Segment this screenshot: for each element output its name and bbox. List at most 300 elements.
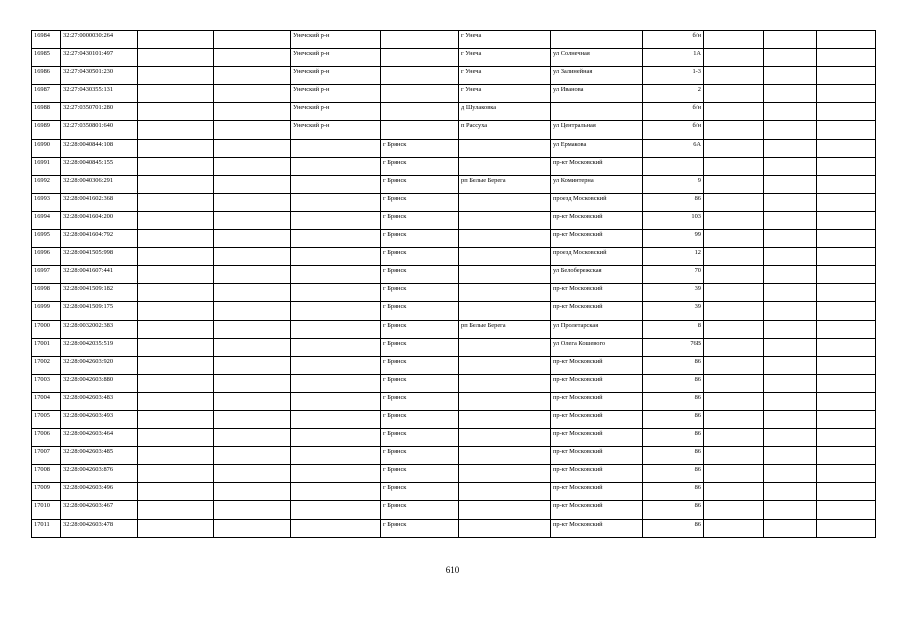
empty-cell bbox=[704, 139, 764, 157]
district-cell bbox=[291, 483, 381, 501]
city-cell: г Брянск bbox=[381, 211, 459, 229]
empty-cell bbox=[817, 193, 876, 211]
empty-cell bbox=[817, 284, 876, 302]
district-cell bbox=[291, 374, 381, 392]
city-cell: г Брянск bbox=[381, 519, 459, 537]
house-number-cell bbox=[643, 157, 704, 175]
record-number-cell: 16998 bbox=[32, 284, 61, 302]
empty-cell bbox=[704, 302, 764, 320]
city-cell: г Брянск bbox=[381, 157, 459, 175]
cadastral-number-cell: 32:28:0032002:383 bbox=[61, 320, 138, 338]
empty-cell bbox=[214, 465, 291, 483]
street-cell: ул Ермакова bbox=[551, 139, 643, 157]
house-number-cell: 1-3 bbox=[643, 67, 704, 85]
table-row bbox=[32, 338, 876, 356]
locality-cell bbox=[459, 302, 551, 320]
locality-cell: рп Белые Берега bbox=[459, 320, 551, 338]
table-row bbox=[32, 175, 876, 193]
cadastral-number-cell: 32:28:0042603:464 bbox=[61, 429, 138, 447]
locality-cell bbox=[459, 410, 551, 428]
district-cell: Унечский р-н bbox=[291, 121, 381, 139]
empty-cell bbox=[704, 248, 764, 266]
house-number-cell: 86 bbox=[643, 483, 704, 501]
empty-cell bbox=[138, 392, 214, 410]
empty-cell bbox=[817, 465, 876, 483]
district-cell bbox=[291, 211, 381, 229]
record-number-cell: 16993 bbox=[32, 193, 61, 211]
house-number-cell: 8 bbox=[643, 320, 704, 338]
house-number-cell: 9 bbox=[643, 175, 704, 193]
city-cell: г Брянск bbox=[381, 356, 459, 374]
locality-cell: рп Белые Берега bbox=[459, 175, 551, 193]
house-number-cell: б/н bbox=[643, 121, 704, 139]
table-row bbox=[32, 139, 876, 157]
empty-cell bbox=[764, 85, 817, 103]
locality-cell bbox=[459, 501, 551, 519]
house-number-cell: 86 bbox=[643, 465, 704, 483]
empty-cell bbox=[138, 67, 214, 85]
locality-cell: г Унеча bbox=[459, 67, 551, 85]
empty-cell bbox=[704, 121, 764, 139]
district-cell bbox=[291, 248, 381, 266]
locality-cell: г Унеча bbox=[459, 85, 551, 103]
empty-cell bbox=[704, 465, 764, 483]
district-cell bbox=[291, 447, 381, 465]
street-cell: пр-кт Московский bbox=[551, 447, 643, 465]
empty-cell bbox=[214, 85, 291, 103]
empty-cell bbox=[138, 374, 214, 392]
empty-cell bbox=[764, 31, 817, 49]
house-number-cell: 86 bbox=[643, 501, 704, 519]
street-cell: ул Олега Кошевого bbox=[551, 338, 643, 356]
empty-cell bbox=[764, 374, 817, 392]
empty-cell bbox=[138, 465, 214, 483]
empty-cell bbox=[214, 356, 291, 374]
empty-cell bbox=[214, 157, 291, 175]
house-number-cell: 86 bbox=[643, 193, 704, 211]
cadastral-number-cell: 32:28:0041509:175 bbox=[61, 302, 138, 320]
city-cell: г Брянск bbox=[381, 374, 459, 392]
empty-cell bbox=[214, 501, 291, 519]
locality-cell bbox=[459, 211, 551, 229]
table-row bbox=[32, 248, 876, 266]
empty-cell bbox=[138, 302, 214, 320]
empty-cell bbox=[764, 483, 817, 501]
house-number-cell: 39 bbox=[643, 302, 704, 320]
empty-cell bbox=[764, 211, 817, 229]
city-cell: г Брянск bbox=[381, 302, 459, 320]
empty-cell bbox=[764, 429, 817, 447]
empty-cell bbox=[817, 121, 876, 139]
table-row bbox=[32, 429, 876, 447]
cadastral-number-cell: 32:28:0042603:483 bbox=[61, 392, 138, 410]
city-cell: г Брянск bbox=[381, 193, 459, 211]
house-number-cell: 86 bbox=[643, 519, 704, 537]
table-row bbox=[32, 410, 876, 428]
locality-cell: д Шулаковка bbox=[459, 103, 551, 121]
cadastral-number-cell: 32:28:0042603:920 bbox=[61, 356, 138, 374]
empty-cell bbox=[138, 483, 214, 501]
table-row bbox=[32, 302, 876, 320]
table-row bbox=[32, 284, 876, 302]
record-number-cell: 16991 bbox=[32, 157, 61, 175]
empty-cell bbox=[764, 392, 817, 410]
empty-cell bbox=[817, 266, 876, 284]
empty-cell bbox=[214, 392, 291, 410]
cadastral-number-cell: 32:28:0040306:291 bbox=[61, 175, 138, 193]
record-number-cell: 16999 bbox=[32, 302, 61, 320]
empty-cell bbox=[138, 447, 214, 465]
street-cell: ул Пролетарская bbox=[551, 320, 643, 338]
district-cell bbox=[291, 410, 381, 428]
empty-cell bbox=[704, 447, 764, 465]
cadastral-number-cell: 32:28:0042603:485 bbox=[61, 447, 138, 465]
empty-cell bbox=[817, 483, 876, 501]
street-cell: ул Солнечная bbox=[551, 49, 643, 67]
empty-cell bbox=[817, 31, 876, 49]
empty-cell bbox=[214, 139, 291, 157]
street-cell: ул Коминтерна bbox=[551, 175, 643, 193]
empty-cell bbox=[704, 85, 764, 103]
district-cell bbox=[291, 175, 381, 193]
empty-cell bbox=[764, 447, 817, 465]
street-cell: проезд Московский bbox=[551, 193, 643, 211]
street-cell: ул Центральная bbox=[551, 121, 643, 139]
empty-cell bbox=[817, 320, 876, 338]
empty-cell bbox=[764, 519, 817, 537]
table-row bbox=[32, 85, 876, 103]
empty-cell bbox=[214, 211, 291, 229]
locality-cell bbox=[459, 374, 551, 392]
street-cell: проезд Московский bbox=[551, 248, 643, 266]
table-row bbox=[32, 320, 876, 338]
empty-cell bbox=[704, 211, 764, 229]
empty-cell bbox=[214, 230, 291, 248]
empty-cell bbox=[817, 429, 876, 447]
table-row bbox=[32, 49, 876, 67]
empty-cell bbox=[704, 410, 764, 428]
empty-cell bbox=[214, 483, 291, 501]
empty-cell bbox=[764, 157, 817, 175]
city-cell: г Брянск bbox=[381, 410, 459, 428]
record-number-cell: 17009 bbox=[32, 483, 61, 501]
district-cell bbox=[291, 193, 381, 211]
city-cell: г Брянск bbox=[381, 139, 459, 157]
empty-cell bbox=[704, 230, 764, 248]
cadastral-number-cell: 32:28:0042603:880 bbox=[61, 374, 138, 392]
empty-cell bbox=[138, 139, 214, 157]
registry-table bbox=[31, 30, 876, 538]
empty-cell bbox=[138, 338, 214, 356]
house-number-cell: 12 bbox=[643, 248, 704, 266]
empty-cell bbox=[214, 447, 291, 465]
street-cell: пр-кт Московский bbox=[551, 501, 643, 519]
street-cell: пр-кт Московский bbox=[551, 211, 643, 229]
empty-cell bbox=[817, 175, 876, 193]
empty-cell bbox=[704, 67, 764, 85]
empty-cell bbox=[764, 139, 817, 157]
city-cell: г Брянск bbox=[381, 501, 459, 519]
district-cell bbox=[291, 157, 381, 175]
locality-cell bbox=[459, 519, 551, 537]
table-row bbox=[32, 356, 876, 374]
city-cell: г Брянск bbox=[381, 320, 459, 338]
table-row bbox=[32, 519, 876, 537]
cadastral-number-cell: 32:28:0042603:478 bbox=[61, 519, 138, 537]
house-number-cell: 2 bbox=[643, 85, 704, 103]
locality-cell bbox=[459, 266, 551, 284]
record-number-cell: 17001 bbox=[32, 338, 61, 356]
empty-cell bbox=[138, 410, 214, 428]
empty-cell bbox=[764, 338, 817, 356]
house-number-cell: 103 bbox=[643, 211, 704, 229]
table-row bbox=[32, 157, 876, 175]
empty-cell bbox=[704, 374, 764, 392]
empty-cell bbox=[817, 248, 876, 266]
record-number-cell: 16986 bbox=[32, 67, 61, 85]
record-number-cell: 16985 bbox=[32, 49, 61, 67]
empty-cell bbox=[817, 67, 876, 85]
record-number-cell: 16997 bbox=[32, 266, 61, 284]
house-number-cell: 76В bbox=[643, 338, 704, 356]
empty-cell bbox=[764, 302, 817, 320]
district-cell bbox=[291, 356, 381, 374]
locality-cell: г Унеча bbox=[459, 49, 551, 67]
cadastral-number-cell: 32:28:0042603:467 bbox=[61, 501, 138, 519]
empty-cell bbox=[704, 338, 764, 356]
empty-cell bbox=[817, 85, 876, 103]
empty-cell bbox=[764, 266, 817, 284]
street-cell: пр-кт Московский bbox=[551, 465, 643, 483]
city-cell bbox=[381, 49, 459, 67]
district-cell bbox=[291, 501, 381, 519]
city-cell: г Брянск bbox=[381, 429, 459, 447]
street-cell: пр-кт Московский bbox=[551, 374, 643, 392]
locality-cell bbox=[459, 230, 551, 248]
empty-cell bbox=[138, 31, 214, 49]
empty-cell bbox=[764, 410, 817, 428]
empty-cell bbox=[764, 320, 817, 338]
empty-cell bbox=[764, 175, 817, 193]
empty-cell bbox=[214, 248, 291, 266]
empty-cell bbox=[214, 103, 291, 121]
empty-cell bbox=[817, 410, 876, 428]
table-row bbox=[32, 374, 876, 392]
record-number-cell: 17000 bbox=[32, 320, 61, 338]
empty-cell bbox=[214, 121, 291, 139]
locality-cell bbox=[459, 248, 551, 266]
district-cell: Унечский р-н bbox=[291, 67, 381, 85]
street-cell: пр-кт Московский bbox=[551, 157, 643, 175]
city-cell: г Брянск bbox=[381, 284, 459, 302]
street-cell bbox=[551, 103, 643, 121]
empty-cell bbox=[214, 302, 291, 320]
district-cell: Унечский р-н bbox=[291, 85, 381, 103]
house-number-cell: 86 bbox=[643, 392, 704, 410]
empty-cell bbox=[704, 429, 764, 447]
empty-cell bbox=[214, 338, 291, 356]
city-cell: г Брянск bbox=[381, 338, 459, 356]
empty-cell bbox=[817, 519, 876, 537]
record-number-cell: 16994 bbox=[32, 211, 61, 229]
street-cell: пр-кт Московский bbox=[551, 392, 643, 410]
house-number-cell: б/н bbox=[643, 103, 704, 121]
city-cell: г Брянск bbox=[381, 483, 459, 501]
empty-cell bbox=[817, 211, 876, 229]
district-cell bbox=[291, 465, 381, 483]
empty-cell bbox=[817, 139, 876, 157]
district-cell bbox=[291, 429, 381, 447]
page-number: 610 bbox=[445, 565, 460, 575]
record-number-cell: 17008 bbox=[32, 465, 61, 483]
empty-cell bbox=[704, 193, 764, 211]
empty-cell bbox=[764, 230, 817, 248]
table-row bbox=[32, 392, 876, 410]
registry-sheet bbox=[31, 30, 875, 538]
cadastral-number-cell: 32:28:0041509:182 bbox=[61, 284, 138, 302]
locality-cell bbox=[459, 392, 551, 410]
record-number-cell: 17005 bbox=[32, 410, 61, 428]
empty-cell bbox=[764, 67, 817, 85]
house-number-cell: 86 bbox=[643, 429, 704, 447]
empty-cell bbox=[704, 284, 764, 302]
empty-cell bbox=[764, 103, 817, 121]
empty-cell bbox=[817, 103, 876, 121]
empty-cell bbox=[704, 501, 764, 519]
street-cell: пр-кт Московский bbox=[551, 483, 643, 501]
empty-cell bbox=[214, 320, 291, 338]
street-cell: пр-кт Московский bbox=[551, 302, 643, 320]
street-cell: ул Белобережская bbox=[551, 266, 643, 284]
empty-cell bbox=[138, 175, 214, 193]
table-row bbox=[32, 121, 876, 139]
house-number-cell: 86 bbox=[643, 356, 704, 374]
record-number-cell: 16988 bbox=[32, 103, 61, 121]
empty-cell bbox=[138, 501, 214, 519]
table-row bbox=[32, 31, 876, 49]
empty-cell bbox=[138, 248, 214, 266]
locality-cell bbox=[459, 193, 551, 211]
street-cell: пр-кт Московский bbox=[551, 356, 643, 374]
cadastral-number-cell: 32:28:0041604:200 bbox=[61, 211, 138, 229]
house-number-cell: 1А bbox=[643, 49, 704, 67]
locality-cell bbox=[459, 284, 551, 302]
district-cell: Унечский р-н bbox=[291, 31, 381, 49]
cadastral-number-cell: 32:28:0040845:155 bbox=[61, 157, 138, 175]
city-cell bbox=[381, 85, 459, 103]
empty-cell bbox=[764, 248, 817, 266]
locality-cell bbox=[459, 447, 551, 465]
table-row bbox=[32, 67, 876, 85]
street-cell: пр-кт Московский bbox=[551, 230, 643, 248]
empty-cell bbox=[764, 193, 817, 211]
empty-cell bbox=[704, 356, 764, 374]
district-cell bbox=[291, 320, 381, 338]
house-number-cell: 86 bbox=[643, 410, 704, 428]
empty-cell bbox=[214, 67, 291, 85]
empty-cell bbox=[764, 501, 817, 519]
empty-cell bbox=[214, 410, 291, 428]
cadastral-number-cell: 32:28:0041607:441 bbox=[61, 266, 138, 284]
registry-rows bbox=[32, 31, 876, 538]
empty-cell bbox=[704, 266, 764, 284]
empty-cell bbox=[214, 31, 291, 49]
empty-cell bbox=[704, 49, 764, 67]
record-number-cell: 16995 bbox=[32, 230, 61, 248]
record-number-cell: 17010 bbox=[32, 501, 61, 519]
street-cell: пр-кт Московский bbox=[551, 429, 643, 447]
cadastral-number-cell: 32:27:0430501:230 bbox=[61, 67, 138, 85]
empty-cell bbox=[138, 157, 214, 175]
empty-cell bbox=[704, 392, 764, 410]
table-row bbox=[32, 103, 876, 121]
empty-cell bbox=[214, 284, 291, 302]
locality-cell bbox=[459, 139, 551, 157]
city-cell: г Брянск bbox=[381, 392, 459, 410]
table-row bbox=[32, 483, 876, 501]
district-cell bbox=[291, 230, 381, 248]
empty-cell bbox=[817, 338, 876, 356]
table-row bbox=[32, 447, 876, 465]
empty-cell bbox=[138, 266, 214, 284]
empty-cell bbox=[764, 284, 817, 302]
city-cell: г Брянск bbox=[381, 248, 459, 266]
house-number-cell: 6А bbox=[643, 139, 704, 157]
empty-cell bbox=[704, 483, 764, 501]
empty-cell bbox=[817, 302, 876, 320]
city-cell: г Брянск bbox=[381, 266, 459, 284]
cadastral-number-cell: 32:27:0000030:264 bbox=[61, 31, 138, 49]
cadastral-number-cell: 32:28:0042603:876 bbox=[61, 465, 138, 483]
empty-cell bbox=[214, 519, 291, 537]
empty-cell bbox=[817, 356, 876, 374]
empty-cell bbox=[704, 519, 764, 537]
district-cell bbox=[291, 266, 381, 284]
record-number-cell: 16990 bbox=[32, 139, 61, 157]
table-row bbox=[32, 266, 876, 284]
cadastral-number-cell: 32:28:0041602:368 bbox=[61, 193, 138, 211]
empty-cell bbox=[704, 103, 764, 121]
empty-cell bbox=[138, 429, 214, 447]
house-number-cell: б/н bbox=[643, 31, 704, 49]
locality-cell: г Унеча bbox=[459, 31, 551, 49]
empty-cell bbox=[817, 157, 876, 175]
district-cell bbox=[291, 302, 381, 320]
street-cell: пр-кт Московский bbox=[551, 410, 643, 428]
cadastral-number-cell: 32:28:0042603:496 bbox=[61, 483, 138, 501]
locality-cell: п Рассуха bbox=[459, 121, 551, 139]
empty-cell bbox=[764, 356, 817, 374]
empty-cell bbox=[817, 392, 876, 410]
cadastral-number-cell: 32:28:0042035:519 bbox=[61, 338, 138, 356]
empty-cell bbox=[138, 230, 214, 248]
city-cell: г Брянск bbox=[381, 447, 459, 465]
empty-cell bbox=[138, 320, 214, 338]
empty-cell bbox=[764, 49, 817, 67]
empty-cell bbox=[138, 284, 214, 302]
street-cell: пр-кт Московский bbox=[551, 284, 643, 302]
city-cell bbox=[381, 121, 459, 139]
table-row bbox=[32, 211, 876, 229]
record-number-cell: 16989 bbox=[32, 121, 61, 139]
city-cell bbox=[381, 67, 459, 85]
empty-cell bbox=[138, 519, 214, 537]
district-cell: Унечский р-н bbox=[291, 49, 381, 67]
empty-cell bbox=[704, 175, 764, 193]
empty-cell bbox=[764, 465, 817, 483]
empty-cell bbox=[704, 320, 764, 338]
empty-cell bbox=[138, 49, 214, 67]
